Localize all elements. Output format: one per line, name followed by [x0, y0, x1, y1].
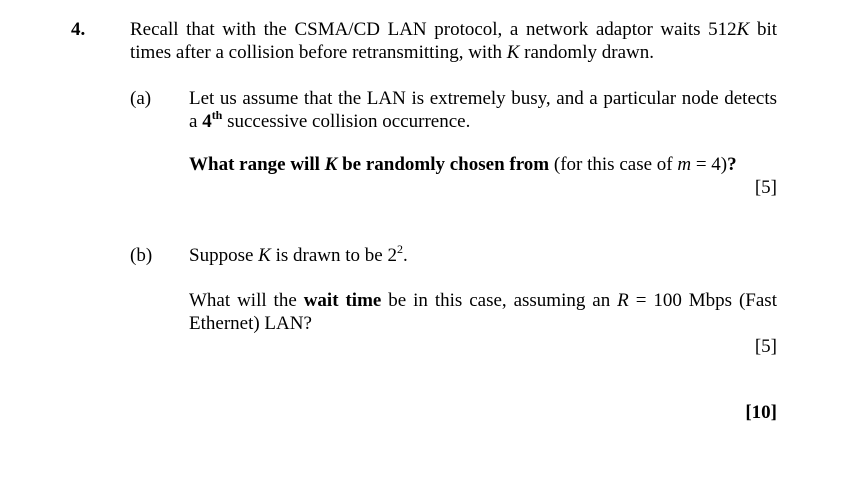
part-b-statement: Suppose K is drawn to be $2^2$. [189, 241, 408, 266]
part-b-label: (b) [130, 245, 153, 266]
part-b-question: What will the wait time be in this case, assuming an R = 100 Mbps (Fast Ethernet) LAN? [189, 290, 777, 334]
part-b-marks: [5] [754, 336, 777, 357]
question-intro: Recall that with the CSMA/CD LAN protocol, a network adaptor waits 512K bit times after a collision before retransmitting, with K randomly drawn. [130, 19, 777, 63]
part-a-marks: [5] [754, 177, 777, 198]
total-marks: [10] [745, 402, 777, 423]
part-a-label: (a) [130, 88, 152, 109]
question-number: 4. [71, 19, 86, 40]
part-a-question: What range will K be randomly chosen from (for this case of m = 4)? [189, 154, 737, 175]
part-a-statement: Let us assume that the LAN is extremely busy, and a particular node detects a 4th successive collision occurrence. [189, 88, 777, 132]
